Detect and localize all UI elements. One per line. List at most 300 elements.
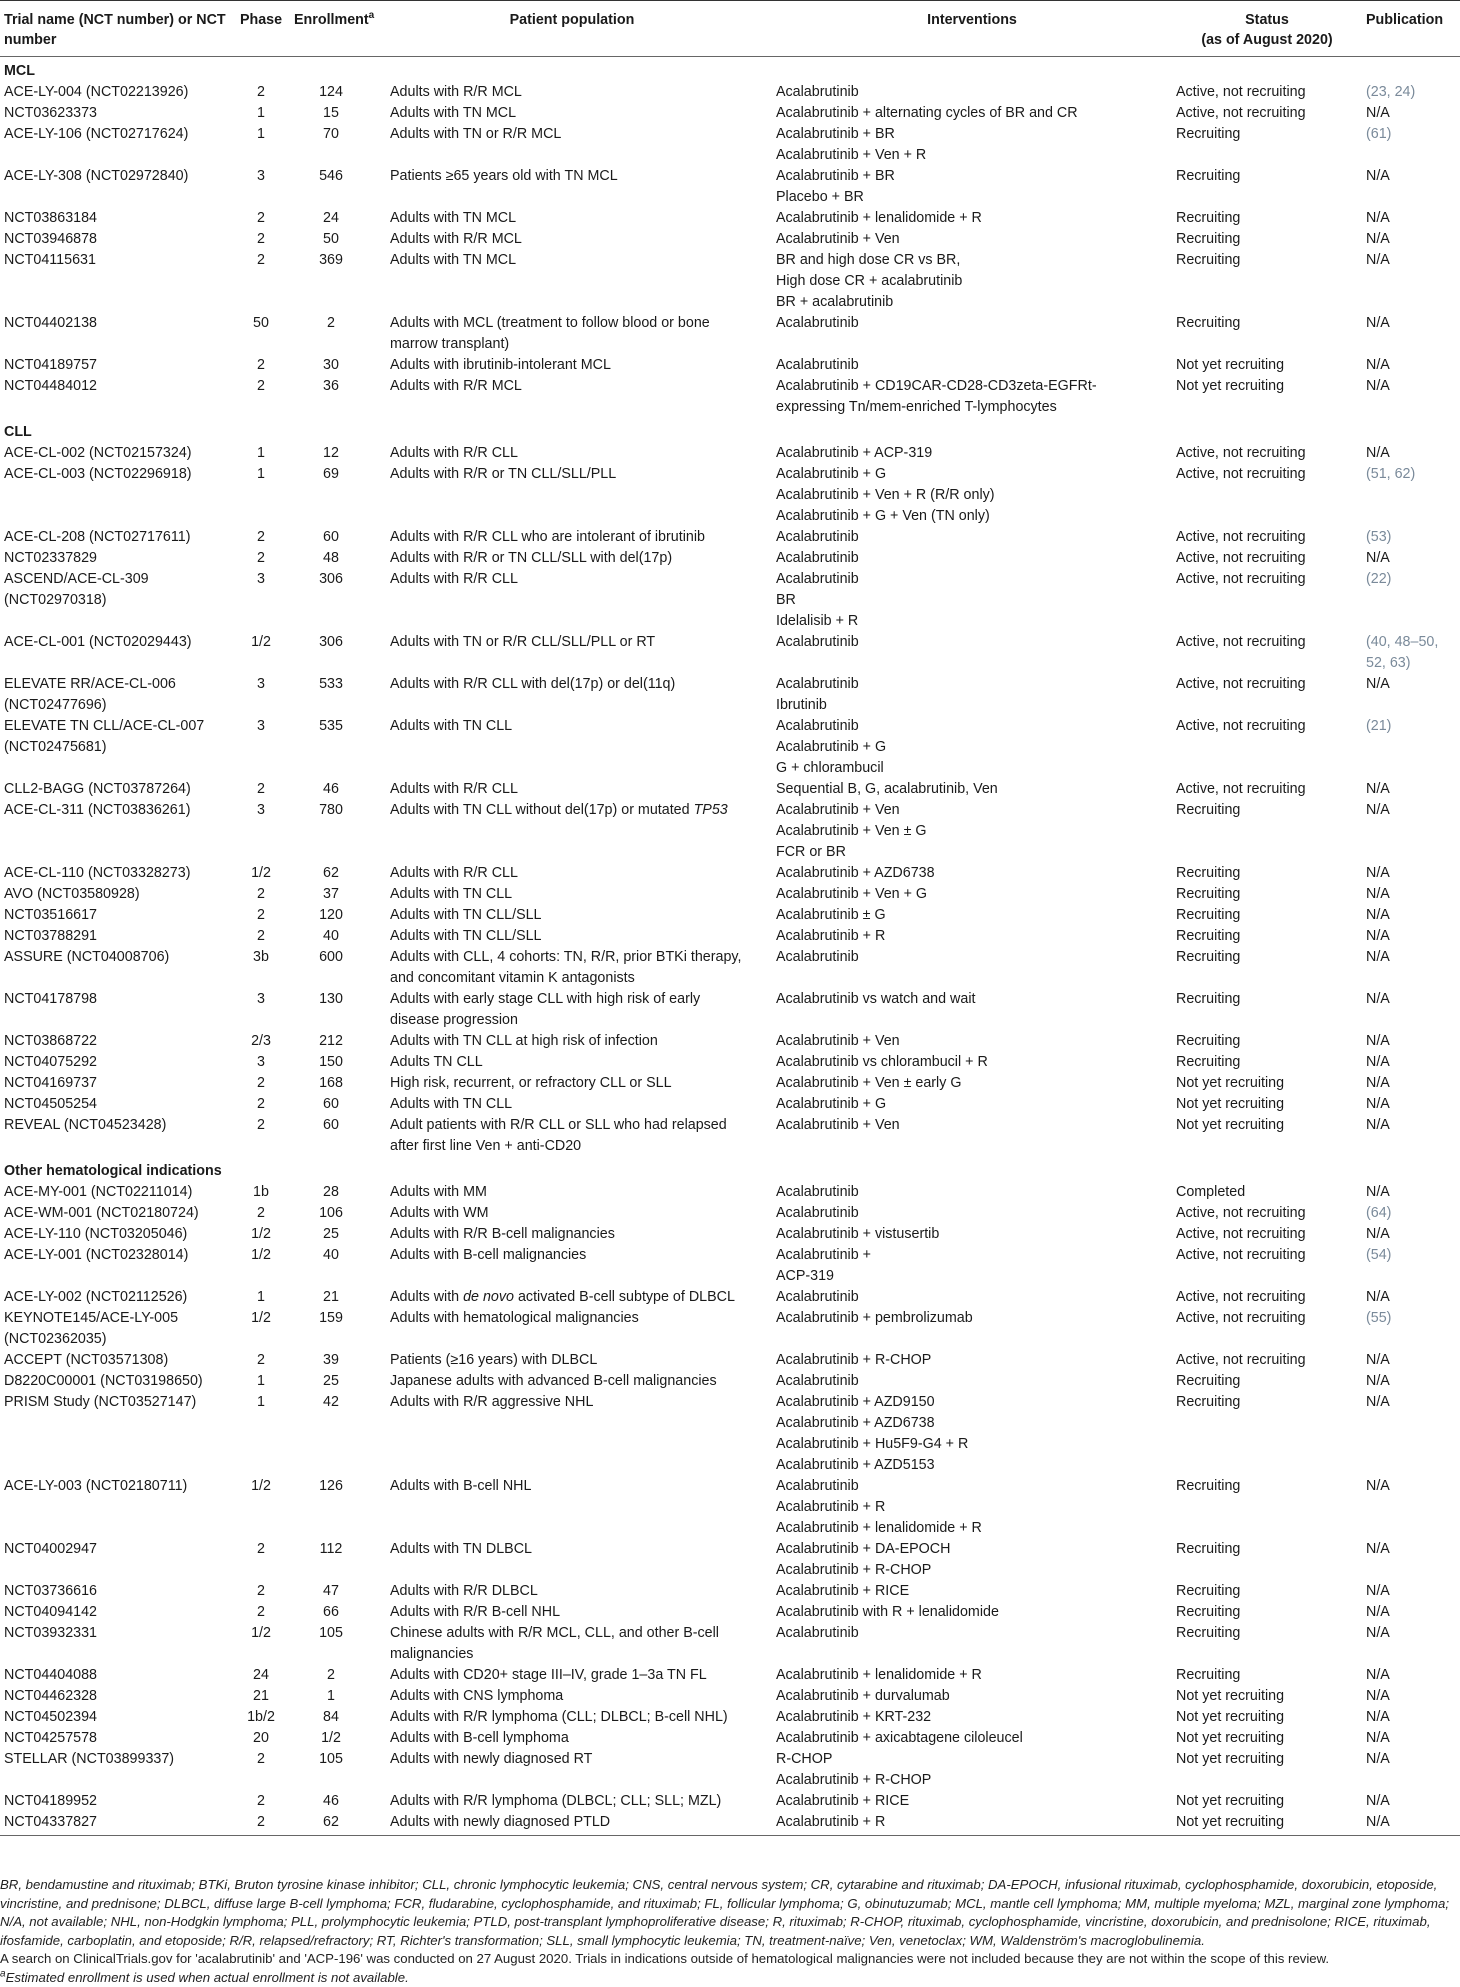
cell-trial-line: (NCT02362035) [4, 1329, 228, 1350]
cell-publication-line: N/A [1366, 1094, 1456, 1115]
footnote-estimated [0, 1969, 1460, 1987]
cell-enrollment: 69 [290, 464, 372, 527]
cell-interventions-line: BR [776, 590, 1168, 611]
table-row [0, 1686, 1460, 1707]
table-row [0, 1073, 1460, 1094]
table-row [0, 863, 1460, 884]
cell-interventions [772, 1203, 1172, 1224]
cell-population-line: Adults with TN DLBCL [390, 1539, 768, 1560]
cell-enrollment: 21 [290, 1287, 372, 1308]
cell-publication-line: N/A [1366, 674, 1456, 695]
cell-population-line: Patients ≥65 years old with TN MCL [390, 166, 768, 187]
cell-trial-line: NCT04257578 [4, 1728, 228, 1749]
section-header-row [0, 57, 1460, 83]
cell-status: Not yet recruiting [1172, 1707, 1362, 1728]
cell-publication [1362, 1665, 1460, 1686]
cell-trial-line: AVO (NCT03580928) [4, 884, 228, 905]
footnote-search-note: A search on ClinicalTrials.gov for 'acalabrutinib' and 'ACP-196' was conducted on 27 August 2020. Trials in indications outside of hematological malignancies were not included because they are not within the scope of this review. [0, 1950, 1460, 1969]
cell-interventions-line: Acalabrutinib + Ven + G [776, 884, 1168, 905]
cell-interventions-line: Acalabrutinib + durvalumab [776, 1686, 1168, 1707]
cell-trial-line: NCT04178798 [4, 989, 228, 1010]
cell-interventions [772, 443, 1172, 464]
cell-phase: 2 [232, 82, 290, 103]
cell-publication [1362, 674, 1460, 716]
cell-publication [1362, 82, 1460, 103]
cell-status: Recruiting [1172, 124, 1362, 166]
table-row [0, 1350, 1460, 1371]
cell-population-line: Adults with newly diagnosed PTLD [390, 1812, 768, 1833]
cell-status: Not yet recruiting [1172, 1686, 1362, 1707]
cell-population [372, 1392, 772, 1476]
cell-interventions-line: Acalabrutinib vs chlorambucil + R [776, 1052, 1168, 1073]
cell-interventions-line: G + chlorambucil [776, 758, 1168, 779]
cell-interventions [772, 355, 1172, 376]
cell-interventions [772, 716, 1172, 779]
table-row [0, 229, 1460, 250]
cell-status: Recruiting [1172, 884, 1362, 905]
cell-interventions [772, 1749, 1172, 1791]
cell-trial [0, 82, 232, 103]
cell-population [372, 1686, 772, 1707]
cell-trial-line: NCT04094142 [4, 1602, 228, 1623]
cell-status: Recruiting [1172, 1476, 1362, 1539]
cell-population-line: High risk, recurrent, or refractory CLL or SLL [390, 1073, 768, 1094]
cell-trial [0, 355, 232, 376]
cell-enrollment: 62 [290, 1812, 372, 1836]
table-row [0, 1115, 1460, 1157]
cell-enrollment: 12 [290, 443, 372, 464]
cell-publication-line[interactable]: (55) [1366, 1308, 1456, 1329]
cell-trial-line: NCT04404088 [4, 1665, 228, 1686]
cell-population-line: Adults with R/R aggressive NHL [390, 1392, 768, 1413]
cell-population-line: Adults with B-cell lymphoma [390, 1728, 768, 1749]
cell-population-line: Adults with CNS lymphoma [390, 1686, 768, 1707]
cell-population-line: Adults with TN or R/R MCL [390, 124, 768, 145]
cell-trial-line: NCT04002947 [4, 1539, 228, 1560]
cell-publication-line: N/A [1366, 166, 1456, 187]
cell-publication-line: N/A [1366, 1581, 1456, 1602]
cell-trial [0, 103, 232, 124]
cell-interventions-line: Acalabrutinib + BR [776, 166, 1168, 187]
header-trial: Trial name (NCT number) or NCT number [0, 1, 232, 57]
cell-publication-line: N/A [1366, 800, 1456, 821]
cell-phase: 2 [232, 548, 290, 569]
cell-interventions [772, 779, 1172, 800]
cell-enrollment: 42 [290, 1392, 372, 1476]
cell-trial-line: ACE-CL-311 (NCT03836261) [4, 800, 228, 821]
cell-population [372, 313, 772, 355]
cell-interventions [772, 1791, 1172, 1812]
cell-interventions [772, 905, 1172, 926]
cell-publication-line[interactable]: 52, 63) [1366, 653, 1456, 674]
cell-interventions [772, 1350, 1172, 1371]
cell-enrollment: 25 [290, 1371, 372, 1392]
cell-interventions [772, 313, 1172, 355]
table-row [0, 124, 1460, 166]
table-row [0, 82, 1460, 103]
table-row [0, 1224, 1460, 1245]
cell-trial-line: CLL2-BAGG (NCT03787264) [4, 779, 228, 800]
cell-trial [0, 989, 232, 1031]
cell-status: Recruiting [1172, 1052, 1362, 1073]
cell-publication-line[interactable]: (53) [1366, 527, 1456, 548]
cell-status: Recruiting [1172, 863, 1362, 884]
cell-population [372, 716, 772, 779]
cell-trial [0, 1203, 232, 1224]
cell-status: Active, not recruiting [1172, 674, 1362, 716]
cell-interventions [772, 800, 1172, 863]
cell-phase: 2 [232, 208, 290, 229]
cell-publication [1362, 103, 1460, 124]
cell-status: Not yet recruiting [1172, 355, 1362, 376]
cell-interventions-line: High dose CR + acalabrutinib [776, 271, 1168, 292]
cell-interventions [772, 947, 1172, 989]
cell-interventions-line: BR + acalabrutinib [776, 292, 1168, 313]
cell-status: Recruiting [1172, 800, 1362, 863]
cell-trial-line: NCT03868722 [4, 1031, 228, 1052]
cell-trial-line: ACE-CL-003 (NCT02296918) [4, 464, 228, 485]
cell-population [372, 1094, 772, 1115]
footnote-estimated-text: Estimated enrollment is used when actual enrollment is not available. [6, 1970, 409, 1985]
cell-publication-line: N/A [1366, 863, 1456, 884]
cell-enrollment: 106 [290, 1203, 372, 1224]
cell-publication-line: N/A [1366, 1031, 1456, 1052]
cell-status: Active, not recruiting [1172, 548, 1362, 569]
cell-trial-line: ACE-LY-001 (NCT02328014) [4, 1245, 228, 1266]
cell-population [372, 674, 772, 716]
cell-enrollment: 40 [290, 1245, 372, 1287]
cell-trial-line: NCT04484012 [4, 376, 228, 397]
section-header-row [0, 1157, 1460, 1182]
cell-phase: 20 [232, 1728, 290, 1749]
cell-interventions [772, 1728, 1172, 1749]
cell-status: Active, not recruiting [1172, 527, 1362, 548]
table-row [0, 1581, 1460, 1602]
cell-publication [1362, 1707, 1460, 1728]
cell-status: Not yet recruiting [1172, 1728, 1362, 1749]
cell-phase: 2 [232, 1539, 290, 1581]
cell-status: Active, not recruiting [1172, 1350, 1362, 1371]
cell-publication [1362, 632, 1460, 674]
cell-population [372, 548, 772, 569]
table-header [0, 1, 1460, 57]
cell-population-line: Adults with de novo activated B-cell subtype of DLBCL [390, 1287, 768, 1308]
cell-enrollment: 39 [290, 1350, 372, 1371]
table-row [0, 103, 1460, 124]
cell-phase: 2 [232, 1581, 290, 1602]
table-row [0, 1707, 1460, 1728]
cell-trial [0, 1245, 232, 1287]
cell-population [372, 464, 772, 527]
cell-population-line: Adults with ibrutinib-intolerant MCL [390, 355, 768, 376]
cell-trial-line: (NCT02970318) [4, 590, 228, 611]
cell-status: Recruiting [1172, 1602, 1362, 1623]
cell-interventions [772, 1245, 1172, 1287]
cell-interventions-line: Acalabrutinib + alternating cycles of BR and CR [776, 103, 1168, 124]
cell-trial [0, 1665, 232, 1686]
cell-interventions-line: Acalabrutinib [776, 674, 1168, 695]
cell-population-line: Adults with TN CLL/SLL [390, 905, 768, 926]
cell-interventions-line: Acalabrutinib [776, 355, 1168, 376]
cell-status: Active, not recruiting [1172, 1245, 1362, 1287]
cell-trial [0, 716, 232, 779]
cell-publication [1362, 1539, 1460, 1581]
cell-population-line: Adults with R/R CLL with del(17p) or del(11q) [390, 674, 768, 695]
cell-interventions-line: Acalabrutinib ± G [776, 905, 1168, 926]
cell-publication [1362, 124, 1460, 166]
cell-population [372, 1287, 772, 1308]
cell-population [372, 82, 772, 103]
cell-enrollment: 2 [290, 1665, 372, 1686]
cell-interventions-line: Acalabrutinib [776, 1287, 1168, 1308]
cell-trial [0, 1623, 232, 1665]
cell-enrollment: 48 [290, 548, 372, 569]
cell-publication-line: N/A [1366, 947, 1456, 968]
cell-interventions-line: Placebo + BR [776, 187, 1168, 208]
cell-publication-line: N/A [1366, 1707, 1456, 1728]
section-title: CLL [0, 418, 1460, 443]
cell-status: Recruiting [1172, 1031, 1362, 1052]
cell-trial-line: NCT02337829 [4, 548, 228, 569]
cell-trial-line: D8220C00001 (NCT03198650) [4, 1371, 228, 1392]
cell-population [372, 1308, 772, 1350]
table-row [0, 1392, 1460, 1476]
cell-enrollment: 15 [290, 103, 372, 124]
cell-publication [1362, 1245, 1460, 1287]
cell-publication-line: N/A [1366, 1791, 1456, 1812]
cell-population [372, 800, 772, 863]
cell-interventions-line: Acalabrutinib + Ven [776, 229, 1168, 250]
cell-publication-line: N/A [1366, 313, 1456, 334]
cell-trial [0, 1686, 232, 1707]
table-row [0, 905, 1460, 926]
cell-phase: 2 [232, 1812, 290, 1836]
cell-publication [1362, 1287, 1460, 1308]
cell-trial-line: NCT04462328 [4, 1686, 228, 1707]
cell-population [372, 166, 772, 208]
cell-trial-line: ACCEPT (NCT03571308) [4, 1350, 228, 1371]
cell-population [372, 1115, 772, 1157]
cell-phase: 2 [232, 1791, 290, 1812]
cell-interventions-line: Acalabrutinib + Hu5F9-G4 + R [776, 1434, 1168, 1455]
cell-trial-line: NCT04189952 [4, 1791, 228, 1812]
table-row [0, 443, 1460, 464]
cell-trial [0, 1602, 232, 1623]
cell-interventions-line: Acalabrutinib + axicabtagene ciloleucel [776, 1728, 1168, 1749]
cell-interventions-line: Acalabrutinib + vistusertib [776, 1224, 1168, 1245]
cell-publication [1362, 1052, 1460, 1073]
cell-publication [1362, 355, 1460, 376]
cell-publication [1362, 548, 1460, 569]
cell-interventions-line: Acalabrutinib + Ven + R [776, 145, 1168, 166]
cell-status: Active, not recruiting [1172, 82, 1362, 103]
cell-trial [0, 1094, 232, 1115]
cell-publication-line[interactable]: (51, 62) [1366, 464, 1456, 485]
cell-interventions [772, 674, 1172, 716]
table-row [0, 1052, 1460, 1073]
cell-enrollment: 600 [290, 947, 372, 989]
cell-publication [1362, 527, 1460, 548]
cell-population [372, 1602, 772, 1623]
cell-phase: 2 [232, 1094, 290, 1115]
cell-population-line: Adults with R/R B-cell malignancies [390, 1224, 768, 1245]
cell-interventions-line: Acalabrutinib [776, 716, 1168, 737]
cell-publication-line: N/A [1366, 1052, 1456, 1073]
cell-population-line: Adults with TN CLL [390, 1094, 768, 1115]
cell-interventions [772, 464, 1172, 527]
table-row [0, 779, 1460, 800]
cell-population-line: Japanese adults with advanced B-cell malignancies [390, 1371, 768, 1392]
cell-population-line: Adults with R/R MCL [390, 376, 768, 397]
cell-population [372, 1350, 772, 1371]
header-interventions: Interventions [772, 1, 1172, 57]
cell-publication [1362, 1203, 1460, 1224]
cell-enrollment: 70 [290, 124, 372, 166]
cell-population-line: Adults with R/R CLL who are intolerant of ibrutinib [390, 527, 768, 548]
cell-population [372, 1073, 772, 1094]
cell-trial [0, 527, 232, 548]
cell-phase: 2 [232, 1073, 290, 1094]
cell-interventions-line: ACP-319 [776, 1266, 1168, 1287]
cell-publication [1362, 1031, 1460, 1052]
cell-trial-line: NCT03516617 [4, 905, 228, 926]
cell-status: Active, not recruiting [1172, 569, 1362, 632]
cell-population [372, 1728, 772, 1749]
cell-population [372, 443, 772, 464]
cell-population [372, 208, 772, 229]
cell-interventions-line: Acalabrutinib + lenalidomide + R [776, 1665, 1168, 1686]
cell-publication-line[interactable]: (22) [1366, 569, 1456, 590]
cell-trial [0, 1052, 232, 1073]
cell-enrollment: 60 [290, 1115, 372, 1157]
cell-trial [0, 632, 232, 674]
cell-trial [0, 905, 232, 926]
cell-population [372, 1581, 772, 1602]
cell-population-line: Adults TN CLL [390, 1052, 768, 1073]
cell-phase: 1/2 [232, 1224, 290, 1245]
cell-publication-line[interactable]: (40, 48–50, [1366, 632, 1456, 653]
cell-population-line: and concomitant vitamin K antagonists [390, 968, 768, 989]
cell-status: Recruiting [1172, 1371, 1362, 1392]
cell-phase: 2 [232, 1350, 290, 1371]
cell-population-line: Adults with TN CLL/SLL [390, 926, 768, 947]
cell-trial-line: REVEAL (NCT04523428) [4, 1115, 228, 1136]
table-row [0, 1791, 1460, 1812]
table-row [0, 1539, 1460, 1581]
cell-population [372, 1245, 772, 1287]
cell-population [372, 905, 772, 926]
cell-phase: 1/2 [232, 1476, 290, 1539]
cell-publication [1362, 569, 1460, 632]
cell-interventions-line: Acalabrutinib [776, 632, 1168, 653]
cell-trial [0, 1224, 232, 1245]
cell-interventions [772, 1602, 1172, 1623]
cell-publication-line: N/A [1366, 443, 1456, 464]
cell-interventions [772, 527, 1172, 548]
table-row [0, 674, 1460, 716]
cell-status: Active, not recruiting [1172, 632, 1362, 674]
cell-population-line: Adults with R/R CLL [390, 569, 768, 590]
cell-enrollment: 60 [290, 527, 372, 548]
cell-enrollment: 2 [290, 313, 372, 355]
table-row [0, 1665, 1460, 1686]
cell-interventions [772, 376, 1172, 418]
cell-publication-line[interactable]: (54) [1366, 1245, 1456, 1266]
footnote-estimated-mark: a [0, 1968, 6, 1979]
cell-population-line: Adults with hematological malignancies [390, 1308, 768, 1329]
cell-status: Active, not recruiting [1172, 1224, 1362, 1245]
header-publication: Publication [1362, 1, 1460, 57]
cell-publication-line: N/A [1366, 1812, 1456, 1833]
cell-enrollment: 25 [290, 1224, 372, 1245]
cell-enrollment: 780 [290, 800, 372, 863]
cell-status: Recruiting [1172, 905, 1362, 926]
cell-interventions [772, 569, 1172, 632]
cell-population-line: Adults with newly diagnosed RT [390, 1749, 768, 1770]
cell-trial [0, 1350, 232, 1371]
cell-publication-line[interactable]: (61) [1366, 124, 1456, 145]
cell-interventions-line: Acalabrutinib vs watch and wait [776, 989, 1168, 1010]
cell-interventions [772, 1539, 1172, 1581]
cell-publication-line[interactable]: (23, 24) [1366, 82, 1456, 103]
cell-trial-line: ACE-CL-110 (NCT03328273) [4, 863, 228, 884]
cell-publication-line: N/A [1366, 1602, 1456, 1623]
cell-trial-line: ASCEND/ACE-CL-309 [4, 569, 228, 590]
cell-interventions-line: Acalabrutinib + Ven [776, 1031, 1168, 1052]
table-row [0, 800, 1460, 863]
cell-interventions [772, 884, 1172, 905]
cell-population-line: Chinese adults with R/R MCL, CLL, and other B-cell [390, 1623, 768, 1644]
cell-publication-line[interactable]: (64) [1366, 1203, 1456, 1224]
cell-trial-line: NCT04169737 [4, 1073, 228, 1094]
cell-population-line: Adults with R/R CLL [390, 779, 768, 800]
cell-phase: 3 [232, 989, 290, 1031]
cell-interventions-line: Acalabrutinib + [776, 1245, 1168, 1266]
cell-publication-line: N/A [1366, 989, 1456, 1010]
cell-publication [1362, 905, 1460, 926]
cell-enrollment: 60 [290, 1094, 372, 1115]
cell-publication-line: N/A [1366, 1350, 1456, 1371]
cell-phase: 3 [232, 800, 290, 863]
cell-enrollment: 62 [290, 863, 372, 884]
cell-population [372, 1812, 772, 1836]
table-row [0, 1094, 1460, 1115]
header-phase: Phase [232, 1, 290, 57]
cell-phase: 2 [232, 355, 290, 376]
section-title: MCL [0, 57, 1460, 83]
cell-trial-line: ASSURE (NCT04008706) [4, 947, 228, 968]
cell-status: Active, not recruiting [1172, 1287, 1362, 1308]
cell-enrollment: 168 [290, 1073, 372, 1094]
cell-trial [0, 1115, 232, 1157]
cell-publication-line[interactable]: (21) [1366, 716, 1456, 737]
cell-phase: 1 [232, 1392, 290, 1476]
cell-publication-line: N/A [1366, 1073, 1456, 1094]
cell-status: Recruiting [1172, 166, 1362, 208]
table-row [0, 1182, 1460, 1203]
cell-interventions-line: Acalabrutinib + R [776, 1497, 1168, 1518]
table-row [0, 464, 1460, 527]
cell-trial [0, 1287, 232, 1308]
cell-enrollment: 46 [290, 1791, 372, 1812]
cell-status: Not yet recruiting [1172, 1073, 1362, 1094]
cell-status: Active, not recruiting [1172, 1203, 1362, 1224]
cell-enrollment: 150 [290, 1052, 372, 1073]
cell-interventions [772, 250, 1172, 313]
cell-trial [0, 166, 232, 208]
cell-population-line: Adults with B-cell malignancies [390, 1245, 768, 1266]
cell-publication [1362, 1812, 1460, 1836]
